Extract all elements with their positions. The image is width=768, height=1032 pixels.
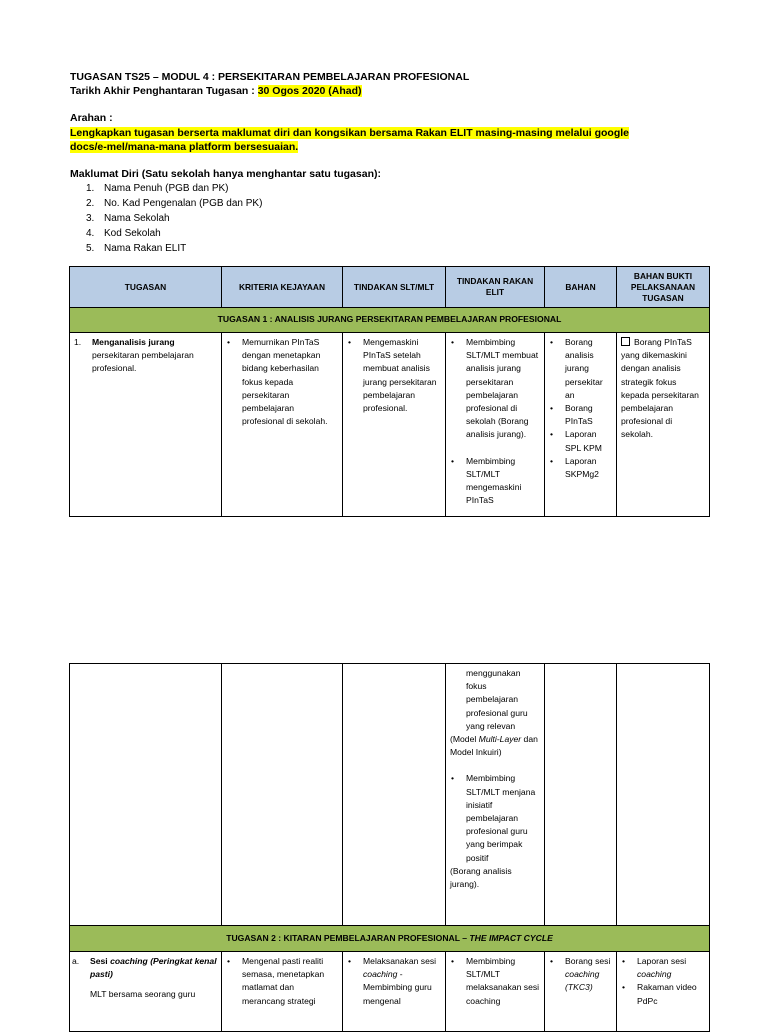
col-header-tugasan: TUGASAN [70, 267, 222, 308]
deadline-line [70, 84, 362, 98]
col-header-bahan: BAHAN [545, 267, 617, 308]
kriteria-cell: • Mengenal pasti realiti semasa, menetapkan matlamat dan merancang strategi [222, 952, 343, 1032]
deadline-label: Tarikh Akhir Penghantaran Tugasan : [70, 85, 258, 97]
task-table-part-2 [69, 663, 710, 1032]
arahan-line-2: docs/e-mel/mana-mana platform bersesuaian. [70, 141, 299, 153]
col-header-kriteria: KRITERIA KEJAYAAN [222, 267, 343, 308]
table-row [70, 664, 710, 926]
task-title: Menganalisis jurang [92, 337, 175, 347]
list-item: 5. Nama Rakan ELIT [86, 243, 187, 254]
slt-cell: • Mengemaskini PInTaS setelah membuat analisis jurang persekitaran pembelajaran profesional. [343, 333, 446, 517]
table-row [70, 952, 710, 1032]
deadline-value: 30 Ogos 2020 (Ahad) [257, 85, 362, 97]
elit-cell: • Membimbing SLT/MLT melaksanakan sesi coaching [446, 952, 545, 1032]
checkbox-icon [621, 337, 630, 346]
task-desc: persekitaran pembelajaran profesional. [92, 350, 194, 374]
maklumat-label: Maklumat Diri (Satu sekolah hanya menghantar satu tugasan): [70, 168, 381, 180]
list-item: 2. No. Kad Pengenalan (PGB dan PK) [86, 198, 263, 209]
arahan-line-1: Lengkapkan tugasan berserta maklumat diri dan kongsikan bersama Rakan ELIT masing-masing melalui google [70, 127, 629, 139]
section-tugasan-2: TUGASAN 2 : KITARAN PEMBELAJARAN PROFESIONAL – THE IMPACT CYCLE [70, 926, 710, 952]
col-header-slt: TINDAKAN SLT/MLT [343, 267, 446, 308]
col-header-elit: TINDAKAN RAKAN ELIT [446, 267, 545, 308]
assignment-title: TUGASAN TS25 – MODUL 4 : PERSEKITARAN PEMBELAJARAN PROFESIONAL [70, 71, 470, 83]
bahan-cell: • Borang analisis jurang persekitar an • Borang PInTaS • Laporan SPL KPM • Laporan SKPMg2 [545, 333, 617, 517]
task-table-part-1 [69, 266, 710, 517]
col-header-bukti: BAHAN BUKTI PELAKSANAAN TUGASAN [617, 267, 710, 308]
task-cell: a. Sesi coaching (Peringkat kenal pasti) MLT bersama seorang guru [70, 952, 222, 1032]
elit-cell: • Membimbing SLT/MLT membuat analisis jurang persekitaran pembelajaran profesional di sekolah (Borang analisis jurang). • Membimbing SLT/MLT mengemaskini PInTaS [446, 333, 545, 517]
arahan-text [70, 126, 629, 154]
elit-cell-cont: menggunakan fokus pembelajaran profesional guru yang relevan (Model Multi-Layer dan Model Inkuiri) • Membimbing SLT/MLT menjana inisiatif pembelajaran profesional guru yang berimpak positif (Borang analisis jurang). [446, 664, 545, 926]
bukti-cell: Borang PInTaS yang dikemaskini dengan analisis strategik fokus kepada persekitaran pembelajaran profesional di sekolah. [617, 333, 710, 517]
kriteria-cell: • Memurnikan PInTaS dengan menetapkan bidang keberhasilan fokus kepada persekitaran pembelajaran profesional di sekolah. [222, 333, 343, 517]
task-cell: 1. Menganalisis jurang persekitaran pembelajaran profesional. [70, 333, 222, 517]
arahan-label: Arahan : [70, 112, 113, 124]
maklumat-list [86, 181, 262, 256]
list-item: 1. Nama Penuh (PGB dan PK) [86, 183, 229, 194]
section-tugasan-1: TUGASAN 1 : ANALISIS JURANG PERSEKITARAN PEMBELAJARAN PROFESIONAL [70, 308, 710, 333]
table-row [70, 333, 710, 517]
bahan-cell: • Borang sesi coaching (TKC3) [545, 952, 617, 1032]
list-item: 4. Kod Sekolah [86, 228, 161, 239]
list-item: 3. Nama Sekolah [86, 213, 170, 224]
slt-cell: • Melaksanakan sesi coaching - Membimbing guru mengenal [343, 952, 446, 1032]
bukti-cell: • Laporan sesi coaching • Rakaman video PdPc [617, 952, 710, 1032]
